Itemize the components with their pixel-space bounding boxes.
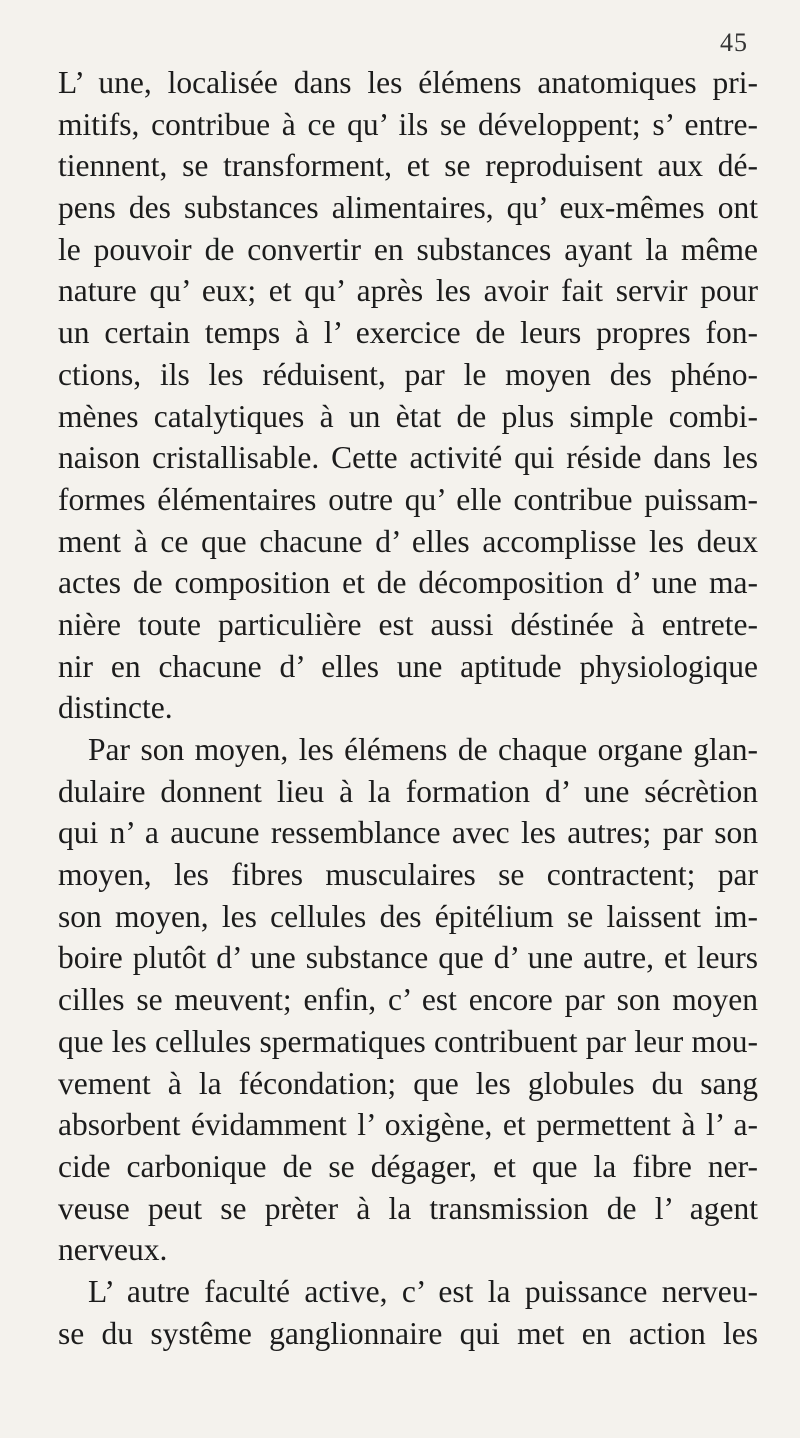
text-line: actes de composition et de décomposition d’ une ma- bbox=[58, 565, 758, 601]
page-number: 45 bbox=[720, 28, 748, 57]
text-line: son moyen, les cellules des épitélium se laissent im- bbox=[58, 898, 758, 934]
text-line: se du systême ganglionnaire qui met en action les bbox=[58, 1315, 758, 1351]
text-line: qui n’ a aucune ressemblance avec les autres; par son bbox=[58, 815, 758, 851]
text-line: cilles se meuvent; enfin, c’ est encore par son moyen bbox=[58, 982, 758, 1018]
text-line: naison cristallisable. Cette activité qui réside dans les bbox=[58, 440, 758, 476]
text-line: dulaire donnent lieu à la formation d’ une sécrètion bbox=[58, 773, 758, 809]
text-line: L’ autre faculté active, c’ est la puissance nerveu- bbox=[88, 1273, 758, 1309]
paragraph-1 bbox=[58, 62, 758, 729]
text-line: mènes catalytiques à un ètat de plus simple combi- bbox=[58, 398, 758, 434]
text-line: que les cellules spermatiques contribuent par leur mou- bbox=[58, 1023, 758, 1059]
text-line: le pouvoir de convertir en substances ayant la même bbox=[58, 231, 758, 267]
text-line: cide carbonique de se dégager, et que la fibre ner- bbox=[58, 1148, 758, 1184]
text-line: distincte. bbox=[58, 690, 173, 726]
text-line: un certain temps à l’ exercice de leurs propres fon- bbox=[58, 315, 758, 351]
text-line: ment à ce que chacune d’ elles accomplisse les deux bbox=[58, 523, 758, 559]
text-line: nerveux. bbox=[58, 1232, 168, 1268]
text-line: absorbent évidamment l’ oxigène, et permettent à l’ a- bbox=[58, 1107, 758, 1143]
text-line: Par son moyen, les élémens de chaque organe glan- bbox=[88, 732, 758, 767]
text-line: nir en chacune d’ elles une aptitude physiologique bbox=[58, 648, 758, 684]
text-line: pens des substances alimentaires, qu’ eux-mêmes ont bbox=[58, 190, 758, 226]
text-line: nature qu’ eux; et qu’ après les avoir fait servir pour bbox=[58, 273, 758, 309]
text-line: mitifs, contribue à ce qu’ ils se développent; s’ entre- bbox=[58, 106, 758, 142]
text-line: tiennent, se transforment, et se reproduisent aux dé- bbox=[58, 148, 758, 184]
text-line: ctions, ils les réduisent, par le moyen des phéno- bbox=[58, 356, 758, 392]
text-line: veuse peut se prèter à la transmission de l’ agent bbox=[58, 1190, 758, 1226]
paragraph-3 bbox=[58, 1271, 758, 1354]
body-text bbox=[58, 62, 758, 1354]
text-line: nière toute particulière est aussi déstinée à entrete- bbox=[58, 606, 758, 642]
text-line: boire plutôt d’ une substance que d’ une autre, et leurs bbox=[58, 940, 758, 976]
text-line: L’ une, localisée dans les élémens anatomiques pri- bbox=[58, 65, 758, 100]
text-line: vement à la fécondation; que les globules du sang bbox=[58, 1065, 758, 1101]
paragraph-2 bbox=[58, 729, 758, 1271]
text-line: formes élémentaires outre qu’ elle contribue puissam- bbox=[58, 481, 758, 517]
text-line: moyen, les fibres musculaires se contractent; par bbox=[58, 857, 758, 893]
